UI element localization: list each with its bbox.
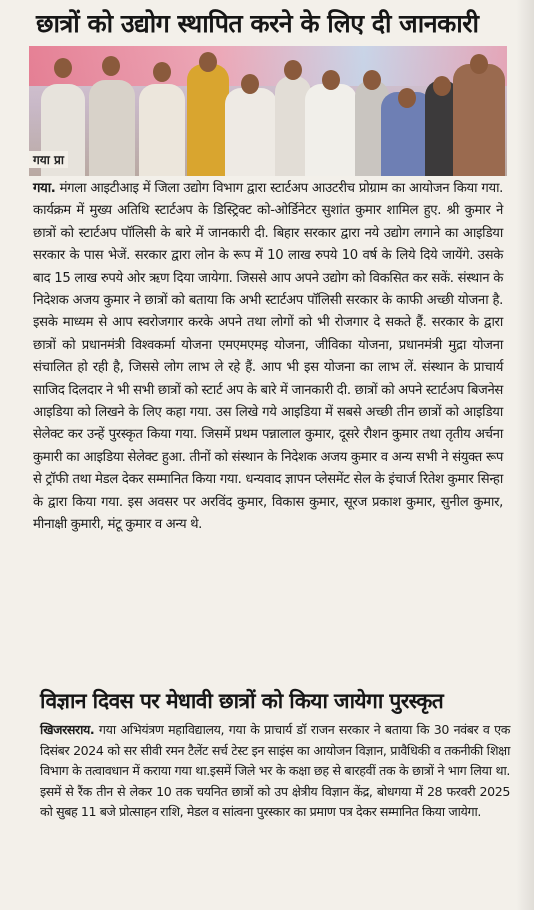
photo-person-head (322, 70, 340, 90)
photo-person-head (153, 62, 171, 82)
photo-person (89, 80, 135, 176)
article-body (33, 178, 503, 537)
group-photo (29, 46, 507, 176)
photo-person-head (470, 54, 488, 74)
photo-person-head (398, 88, 416, 108)
photo-credit: गया प्रा (29, 151, 68, 168)
sub-dateline: खिजरसराय. (40, 722, 95, 737)
photo-person (187, 64, 229, 176)
dateline: गया. (33, 181, 56, 196)
photo-person-head (102, 56, 120, 76)
headline: छात्रों को उद्योग स्थापित करने के लिए दी जानकारी (36, 9, 479, 38)
photo-person (225, 88, 277, 176)
page-edge-shadow (516, 0, 534, 910)
photo-person-head (363, 70, 381, 90)
photo-person-head (433, 76, 451, 96)
photo-person-head (54, 58, 72, 78)
photo-person (453, 64, 505, 176)
photo-person (305, 84, 357, 176)
article-text: मंगला आइटीआइ में जिला उद्योग विभाग द्वारा स्टार्टअप आउटरीच प्रोग्राम का आयोजन किया गया. कार्यक्रम में मुख्य अतिथि स्टार्टअप के डिस्ट्रिक्ट को-ओर्डिनेटर सुशांत कुमार शामिल हुए. श्री कुमार ने छात्रों को स्टार्टअप पॉलिसी के बारे में जानकारी दी. बिहार सरकार द्वारा नये उद्योग लगाने का आइडिया सरकार के पास भेजें. सरकार द्वारा लोन के रूप में 10 लाख रुपये 10 वर्ष के लिये दिये जायेंगे. उसके बाद 15 लाख रुपये ओर ऋण दिया जायेगा. जिससे आप अपने उद्योग को विकसित कर सकें. संस्थान के निदेशक अजय कुमार ने छात्रों को बताया कि अभी स्टार्टअप पॉलिसी सरकार के काफी अच्छी योजना है. इसके माध्यम से आप स्वरोजगार करके अपने तथा लोगों को भी रोजगार दे सकते हैं. सरकार के द्वारा छात्रों को प्रधानमंत्री विश्वकर्मा योजना एमएमएमइ योजना, जीविका योजना, प्रधानमंत्री मुद्रा योजना संचालित हो रही है, जिससे लोग लाभ ले रहे हैं. आप भी इस योजना का लाभ लें. संस्थान के प्राचार्य साजिद दिलदार ने भी सभी छात्रों को स्टार्ट अप के बारे में जानकारी दी. छात्रों को अपने स्टार्टअप बिजनेस आइडिया को लिखने के लिए कहा गया. उस लिखे गये आइडिया में सबसे अच्छी तीन छात्रों को आइडिया सेलेक्ट कर उन्हें पुरस्कृत किया गया. जिसमें प्रथम पन्नालाल कुमार, दूसरे रौशन कुमार तथा तृतीय अर्चना कुमारी का आइडिया सेलेक्ट हुआ. तीनों को संस्थान के निदेशक अजय कुमार व अन्य सभी ने संयुक्त रूप से ट्रॉफी तथा मेडल देकर सम्मानित किया गया. धन्यवाद ज्ञापन प्लेसमेंट सेल के इंचार्ज रितेश कुमार सिन्हा के द्वारा किया गया. इस अवसर पर अरविंद कुमार, विकास कुमार, सूरज प्रकाश कुमार, सुनील कुमार, मीनाक्षी कुमारी, मंटू कुमार व अन्य थे. (33, 181, 503, 533)
photo-person-head (241, 74, 259, 94)
sub-headline: विज्ञान दिवस पर मेधावी छात्रों को किया जायेगा पुरस्कृत (40, 689, 444, 713)
photo-person-head (199, 52, 217, 72)
sub-article-body (40, 720, 510, 823)
photo-person (139, 84, 185, 176)
photo-person-head (284, 60, 302, 80)
sub-article-text: गया अभियंत्रण महाविद्यालय, गया के प्राचार्य डॉ राजन सरकार ने बताया कि 30 नवंबर व एक दिसंबर 2024 को सर सीवी रमन टैलेंट सर्च टेस्ट इन साइंस का आयोजन विज्ञान, प्रावैधिकी व तकनीकी शिक्षा विभाग के तत्वावधान में कराया गया था.इसमें जिले भर के कक्षा छह से बारहवीं तक के छात्रों ने भाग लिया था. इसमें से रैंक तीन से लेकर 10 तक चयनित छात्रों को उप क्षेत्रीय विज्ञान केंद्र, बोधगया में 28 फरवरी 2025 को सुबह 11 बजे प्रोत्साहन राशि, मेडल व सांत्वना पुरस्कार का प्रमाण पत्र देकर सम्मानित किया जायेगा. (40, 722, 510, 820)
